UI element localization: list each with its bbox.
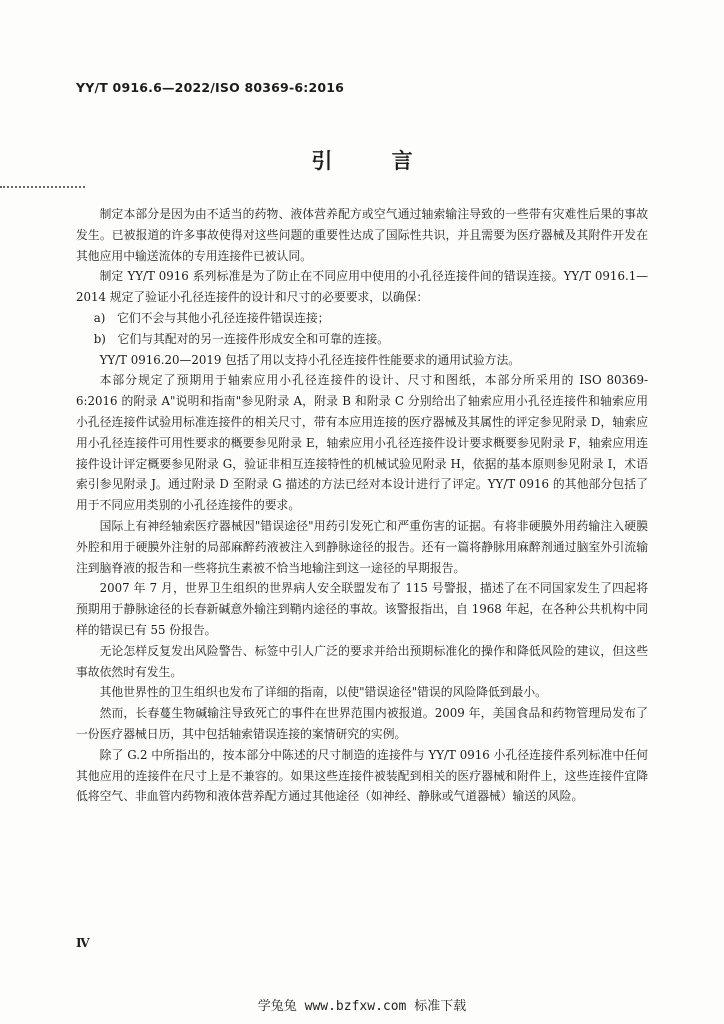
paragraph-guidance: 其他世界性的卫生组织也发布了详细的指南，以使"错误途径"错误的风险降低到最小。	[99, 685, 547, 700]
introduction-body	[76, 204, 648, 807]
paragraph-who-alert: 2007 年 7 月，世界卫生组织的世界病人安全联盟发布了 115 号警报，描述了在不同国家发生了四起将预期用于静脉途径的长春新碱意外输注到鞘内途径的事故。该警报指出，自 1968 年起，在各种公共机构中同样的错误已有 55 份报告。	[76, 581, 648, 637]
paragraph-warnings: 无论怎样反复发出风险警告、标签中引人广泛的要求并给出预期标准化的操作和降低风险的建议，但这些事故依然时有发生。	[76, 643, 648, 679]
paragraph-incompatibility: 除了 G.2 中所指出的，按本部分中陈述的尺寸制造的连接件与 YY/T 0916 小孔径连接件系列标准中任何其他应用的连接件在尺寸上是不兼容的。如果这些连接件被装配到相关的医疗器械和附件上，这些连接件宜降低将空气、非血管内药物和液体营养配方通过其他途径（如神经、静脉或气道器械）输送的风险。	[76, 747, 648, 804]
paragraph-purpose: 制定本部分是因为由不适当的药物、液体营养配方或空气通过轴索输注导致的一些带有灾难性后果的事故发生。已被报道的许多事故使得对这些问题的重要性达成了国际性共识，并且需要为医疗器械及其附件开发在其他应用中输送流体的专用连接件已被认同。	[76, 207, 648, 263]
page-number: Ⅳ	[76, 936, 90, 950]
paragraph-evidence: 国际上有神经轴索医疗器械因"错误途径"用药引发死亡和严重伤害的证据。有将非硬膜外用药输注入硬膜外腔和用于硬膜外注射的局部麻醉药液被注入到静脉途径的报告。还有一篇将静脉用麻醉剂通过脑室外引流输注到脑脊液的报告和一些将抗生素被不恰当地输注到这一途径的早期报告。	[76, 518, 648, 575]
list-item-b: b) 它们与其配对的另一连接件形成安全和可靠的连接。	[93, 331, 389, 346]
paragraph-fda: 然而，长春蔓生物碱输注导致死亡的事件在世界范围内被报道。2009 年，美国食品和药物管理局发布了一份医疗器械日历，其中包括轴索错误连接的案情研究的实例。	[76, 706, 648, 741]
paragraph-series-scope: 制定 YY/T 0916 系列标准是为了防止在不同应用中使用的小孔径连接件间的错误连接。YY/T 0916.1—2014 规定了验证小孔径连接件的设计和尺寸的必要要求，以确保：	[76, 269, 648, 305]
paragraph-annexes: 本部分规定了预期用于轴索应用小孔径连接件的设计、尺寸和图纸，本部分所采用的 ISO 80369-6:2016 的附录 A"说明和指南"参见附录 A，附录 B 和附录 C 分别给出了轴索应用小孔径连接件和轴索应用小孔径连接件试验用标准连接件的相关尺寸，带有本应用连接的医疗器械及其属性的评定参见附录 D，轴索应用小孔径连接件可用性要求的概要参见附录 E，轴索应用小孔径连接件设计要求概要参见附录 F，轴索应用连接件设计评定概要参见附录 G，验证非相互连接特性的机械试验见附录 H，依据的基本原则参见附录 I，术语索引参见附录 J。通过附录 D 至附录 G 描述的方法已经对本设计进行了评定。YY/T 0916 的其他部分包括了用于不同应用类别的小孔径连接件的要求。	[76, 373, 648, 513]
paragraph-test-methods: YY/T 0916.20—2019 包括了用以支持小孔径连接件性能要求的通用试验方法。	[99, 352, 521, 367]
document-code-header: YY/T 0916.6—2022/ISO 80369-6:2016	[76, 80, 345, 95]
footer-watermark: 学兔兔 www.bzfxw.com 标准下载	[257, 999, 467, 1014]
list-item-a: a) 它们不会与其他小孔径连接件错误连接；	[93, 310, 330, 325]
section-title: 引 言	[311, 149, 439, 173]
dotted-rule	[0, 186, 85, 188]
